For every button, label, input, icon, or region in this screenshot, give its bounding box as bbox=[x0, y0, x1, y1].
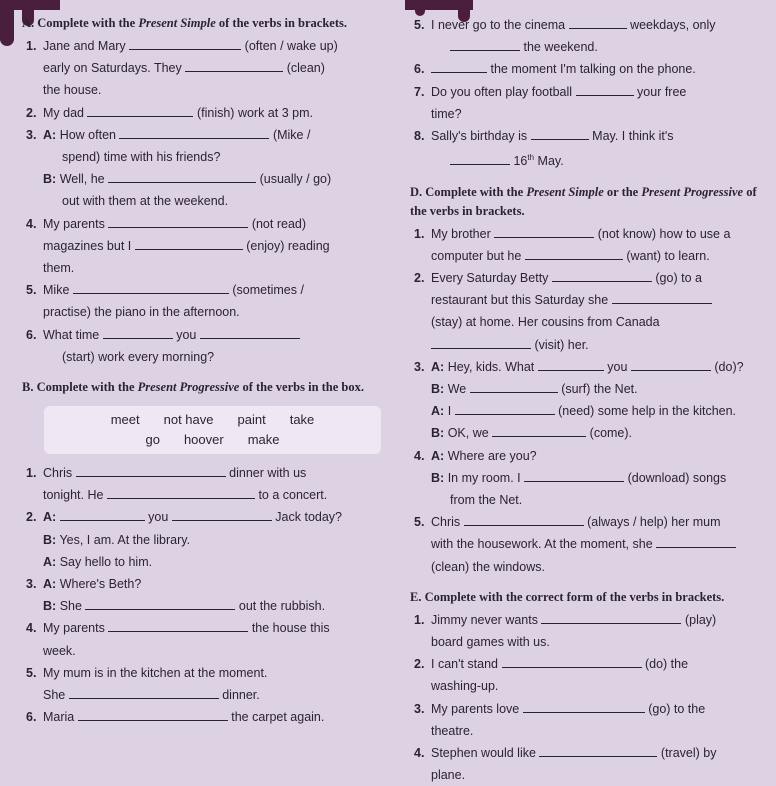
box-word: take bbox=[289, 412, 315, 428]
exercise-b-item-2: 2. A: you Jack today? B: Yes, I am. At the library. A: Say hello to him. bbox=[22, 506, 387, 573]
answer-blank[interactable] bbox=[524, 468, 624, 482]
exercise-c-item-8: 8. Sally's birthday is May. I think it's 16th May. bbox=[410, 125, 770, 173]
exercise-d-item-1: 1. My brother (not know) how to use a computer but he (want) to learn. bbox=[410, 223, 770, 267]
exercise-d-item-2: 2. Every Saturday Betty (go) to a restaurant but this Saturday she (stay) at home. Her cousins from Canada (visit) her. bbox=[410, 267, 770, 356]
exercise-b-item-4: 4. My parents the house this week. bbox=[22, 617, 387, 661]
answer-blank[interactable] bbox=[492, 423, 586, 437]
answer-blank[interactable] bbox=[119, 125, 269, 139]
answer-blank[interactable] bbox=[60, 507, 145, 521]
exercise-d-item-3: 3. A: Hey, kids. What you (do)? B: We (surf) the Net. A: I (need) some help in the kitchen. B: OK, we (come). bbox=[410, 356, 770, 445]
answer-blank[interactable] bbox=[76, 463, 226, 477]
left-column bbox=[22, 14, 387, 728]
answer-blank[interactable] bbox=[523, 699, 645, 713]
answer-blank[interactable] bbox=[552, 268, 652, 282]
exercise-d-item-4: 4. A: Where are you? B: In my room. I (download) songs from the Net. bbox=[414, 448, 727, 508]
answer-blank[interactable] bbox=[108, 618, 248, 632]
answer-blank[interactable] bbox=[502, 654, 642, 668]
box-word: meet bbox=[110, 412, 140, 428]
answer-blank[interactable] bbox=[612, 290, 712, 304]
box-word: make bbox=[247, 432, 280, 448]
section-e-heading: E. Complete with the correct form of the verbs in brackets. bbox=[410, 589, 725, 604]
answer-blank[interactable] bbox=[129, 36, 241, 50]
answer-blank[interactable] bbox=[108, 169, 256, 183]
exercise-e-item-2: 2. I can't stand (do) the washing-up. bbox=[410, 653, 770, 697]
answer-blank[interactable] bbox=[656, 534, 736, 548]
answer-blank[interactable] bbox=[531, 126, 589, 140]
box-word: go bbox=[145, 432, 160, 448]
exercise-b-item-5: 5. My mum is in the kitchen at the moment. She dinner. bbox=[26, 665, 268, 703]
box-word: hoover bbox=[183, 432, 224, 448]
box-word: not have bbox=[163, 412, 214, 428]
answer-blank[interactable] bbox=[431, 335, 531, 349]
answer-blank[interactable] bbox=[569, 15, 627, 29]
exercise-b-item-1: 1. Chris dinner with us tonight. He to a concert. bbox=[22, 462, 387, 506]
answer-blank[interactable] bbox=[73, 280, 229, 294]
section-a-heading: A. Complete with the Present Simple of the verbs in brackets. bbox=[22, 16, 347, 30]
answer-blank[interactable] bbox=[525, 246, 623, 260]
exercise-b-item-3: 3. A: Where's Beth? B: She out the rubbish. bbox=[26, 577, 326, 614]
answer-blank[interactable] bbox=[107, 485, 255, 499]
exercise-a-item-6: 6. What time you (start) work every morning? bbox=[22, 324, 387, 368]
answer-blank[interactable] bbox=[464, 512, 584, 526]
answer-blank[interactable] bbox=[85, 596, 235, 610]
exercise-e-item-1: 1. Jimmy never wants (play) board games with us. bbox=[410, 609, 770, 653]
exercise-c-item-7: 7. Do you often play football your free time? bbox=[410, 81, 770, 125]
answer-blank[interactable] bbox=[631, 357, 711, 371]
answer-blank[interactable] bbox=[103, 325, 173, 339]
answer-blank[interactable] bbox=[87, 103, 193, 117]
answer-blank[interactable] bbox=[455, 401, 555, 415]
answer-blank[interactable] bbox=[470, 379, 558, 393]
answer-blank[interactable] bbox=[538, 357, 604, 371]
section-b-heading: B. Complete with the Present Progressive of the verbs in the box. bbox=[22, 380, 365, 395]
exercise-a-item-4: 4. My parents (not read) magazines but I (enjoy) reading them. bbox=[22, 213, 387, 280]
exercise-b-item-6: 6. Maria the carpet again. bbox=[22, 706, 387, 728]
verb-box bbox=[44, 406, 381, 454]
exercise-e-item-3: 3. My parents love (go) to the theatre. bbox=[410, 698, 770, 742]
answer-blank[interactable] bbox=[200, 325, 300, 339]
exercise-a-item-1: 1. Jane and Mary (often / wake up) early on Saturdays. They (clean) the house. bbox=[22, 35, 387, 102]
answer-blank[interactable] bbox=[494, 224, 594, 238]
answer-blank[interactable] bbox=[431, 59, 487, 73]
answer-blank[interactable] bbox=[450, 151, 510, 165]
answer-blank[interactable] bbox=[78, 707, 228, 721]
exercise-d-item-5: 5. Chris (always / help) her mum with the housework. At the moment, she (clean) the windows. bbox=[410, 511, 770, 578]
answer-blank[interactable] bbox=[450, 37, 520, 51]
answer-blank[interactable] bbox=[576, 82, 634, 96]
answer-blank[interactable] bbox=[172, 507, 272, 521]
right-column bbox=[410, 14, 770, 786]
answer-blank[interactable] bbox=[135, 236, 243, 250]
exercise-c-item-5: 5. I never go to the cinema weekdays, only the weekend. bbox=[410, 14, 770, 58]
answer-blank[interactable] bbox=[541, 610, 681, 624]
answer-blank[interactable] bbox=[108, 214, 248, 228]
exercise-c-item-6: 6. the moment I'm talking on the phone. bbox=[410, 58, 770, 80]
box-word: paint bbox=[237, 412, 266, 428]
paint-drip-3 bbox=[0, 0, 60, 10]
exercise-a-item-2: 2. My dad (finish) work at 3 pm. bbox=[22, 102, 387, 124]
answer-blank[interactable] bbox=[539, 743, 657, 757]
answer-blank[interactable] bbox=[185, 58, 283, 72]
answer-blank[interactable] bbox=[69, 685, 219, 699]
exercise-a-item-5: 5. Mike (sometimes / practise) the piano in the afternoon. bbox=[22, 279, 387, 323]
exercise-e-item-4: 4. Stephen would like (travel) by plane. bbox=[410, 742, 770, 786]
exercise-a-item-3: 3. A: How often (Mike / spend) time with his friends? B: Well, he (usually / go) out with them at the weekend. bbox=[22, 124, 387, 213]
section-d-heading: D. Complete with the Present Simple or the Present Progressive of the verbs in brackets. bbox=[410, 184, 757, 218]
